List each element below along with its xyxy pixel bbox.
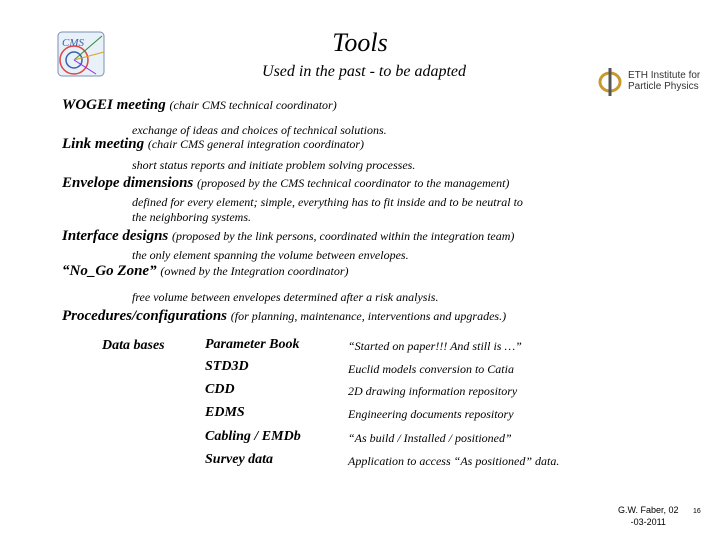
databases-label: Data bases [102,338,165,353]
item-title: Link meeting [62,136,145,152]
footer-date: -03-2011 [630,517,666,527]
eth-logo-text [628,70,700,92]
item-heading-interface [62,228,514,245]
tool-description: 2D drawing information repository [348,384,518,398]
cms-logo-text: CMS [62,37,84,49]
item-note: (chair CMS technical coordinator) [169,98,337,112]
item-description [132,158,415,173]
item-heading-no-go-zone [62,263,349,280]
item-heading-wogei [62,97,337,114]
tool-name: Parameter Book [205,337,300,352]
tool-name: Cabling / EMDb [205,429,301,444]
tool-description: Engineering documents repository [348,407,514,421]
item-desc-line: short status reports and initiate problem solving processes. [132,158,416,172]
item-desc-line: the only element spanning the volume between envelopes. [132,248,409,262]
item-description [132,195,523,225]
item-title: Envelope dimensions [62,175,194,191]
tool-description: “As build / Installed / positioned” [348,431,512,445]
tool-description: Application to access “As positioned” data. [348,454,560,468]
item-title: WOGEI meeting [62,97,166,113]
item-description [132,248,409,263]
tool-name: EDMS [205,405,245,420]
eth-logo-line: Particle Physics [628,81,699,92]
item-heading-envelope [62,175,509,192]
item-title: “No_Go Zone” [62,263,157,279]
footer-credit [618,504,679,528]
page-title: Tools [332,28,388,57]
tool-name: STD3D [205,359,249,374]
item-desc-line: exchange of ideas and choices of technical solutions. [132,123,387,137]
item-note: (chair CMS general integration coordinator) [147,137,365,151]
tool-name: CDD [205,382,235,397]
page-number: 16 [693,508,701,515]
procedures-note: (for planning, maintenance, interventions and upgrades.) [230,309,507,323]
footer-author: G.W. Faber, 02 [618,505,679,515]
procedures-title: Procedures/configurations [62,308,228,324]
item-title: Interface designs [62,228,169,244]
phi-icon [598,66,622,98]
item-description [132,290,438,305]
eth-logo-line: ETH Institute for [628,70,701,81]
tool-description: “Started on paper!!! And still is …” [348,339,522,353]
item-note: (proposed by the CMS technical coordinator to the management) [197,176,510,190]
procedures-heading [62,308,506,325]
item-heading-link [62,136,364,153]
item-desc-line: free volume between envelopes determined after a risk analysis. [132,290,439,304]
item-desc-line: the neighboring systems. [132,210,251,224]
page-subtitle: Used in the past - to be adapted [262,63,466,80]
item-note: (owned by the Integration coordinator) [160,264,349,278]
tool-name: Survey data [205,452,274,467]
item-note: (proposed by the link persons, coordinated within the integration team) [172,229,515,243]
item-desc-line: defined for every element; simple, everything has to fit inside and to be neutral to [132,195,523,209]
tool-description: Euclid models conversion to Catia [348,362,514,376]
